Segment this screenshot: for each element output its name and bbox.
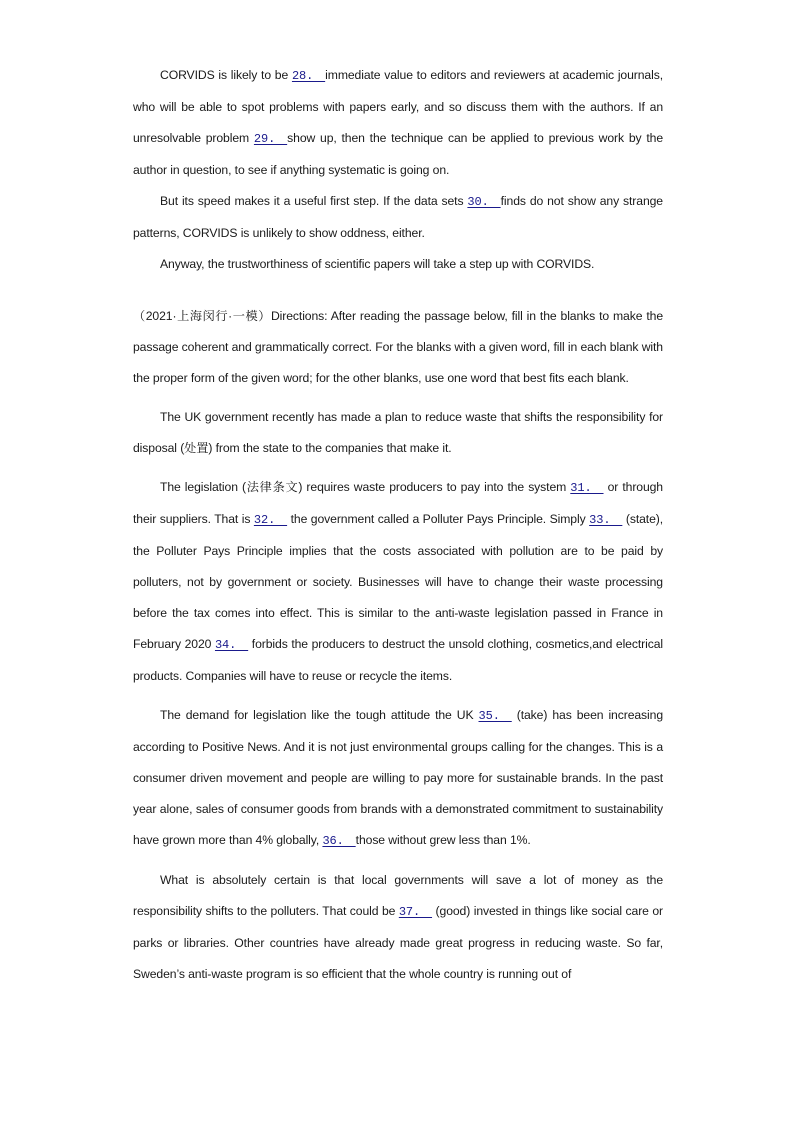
paragraph-text: (take) has been increasing according to Positive News. And it is not just environmental groups calling for the changes. This is a consumer driven movement and people are willing to pay more for sustainable brands. In the past year alone, sales of consumer goods from brands with a demonstrated commitment to sustainability have grown more than 4% globally, <box>133 708 664 847</box>
paragraph-corvids-value <box>133 60 663 186</box>
paragraph-text: the government called a Polluter Pays Principle. Simply <box>287 512 590 526</box>
answer-blank: 29. <box>253 132 288 146</box>
paragraph-corvids-speed <box>133 186 663 249</box>
answer-blank: 36. <box>322 834 356 848</box>
paragraph-text: But its speed makes it a useful first step. If the data sets <box>160 194 468 208</box>
paragraph-text: The UK government recently has made a plan to reduce waste that shifts the responsibility for disposal (处置) from the state to the companies that make it. <box>133 410 663 455</box>
exercise-directions <box>133 301 663 394</box>
answer-blank: 30. <box>467 195 501 209</box>
paragraph-text: （2021·上海闵行·一模）Directions: After reading the passage below, fill in the blanks to make the passage coherent and grammatically correct. For the blanks with a given word, fill in each blank with the proper form of the given word; for the other blanks, use one word that best fits each blank. <box>133 309 663 385</box>
answer-blank: 32. <box>253 513 288 527</box>
paragraph-uk-plan <box>133 402 663 464</box>
paragraph-local-governments <box>133 865 663 990</box>
document-page <box>133 60 663 990</box>
paragraph-text: The legislation (法律条文) requires waste producers to pay into the system <box>160 480 571 494</box>
answer-blank: 28. <box>291 69 326 83</box>
paragraph-text: show up, then the technique can be applied to previous work by the author in question, to see if anything systematic is going on. <box>133 131 664 177</box>
answer-blank: 35. <box>478 709 512 723</box>
answer-blank: 31. <box>570 481 604 495</box>
paragraph-text: Anyway, the trustworthiness of scientific papers will take a step up with CORVIDS. <box>160 257 595 271</box>
paragraph-text: What is absolutely certain is that local governments will save a lot of money as the responsibility shifts to the polluters. That could be <box>133 873 663 918</box>
paragraph-text: CORVIDS is likely to be <box>160 68 292 82</box>
paragraph-text: The demand for legislation like the tough attitude the UK <box>160 708 479 722</box>
paragraph-text: (good) invested in things like social care or parks or libraries. Other countries have already made great progress in reducing waste. So far, Sweden’s anti-waste program is so efficient that the whole country is running out of <box>133 904 663 981</box>
answer-blank: 34. <box>214 638 249 652</box>
answer-blank: 33. <box>589 513 623 527</box>
paragraph-text: (state), the Polluter Pays Principle implies that the costs associated with pollution are to be paid by polluters, not by government or society. Businesses will have to change their waste processing before the tax comes into effect. This is similar to the anti-waste legislation passed in France in February 2020 <box>133 512 664 651</box>
paragraph-text: those without grew less than 1%. <box>355 833 531 847</box>
paragraph-legislation <box>133 472 663 692</box>
paragraph-text: immediate value to editors and reviewers at academic journals, who will be able to spot problems with papers early, and so discuss them with the authors. If an unresolvable problem <box>133 68 663 145</box>
paragraph-text: finds do not show any strange patterns, CORVIDS is unlikely to show oddness, either. <box>133 194 663 240</box>
paragraph-corvids-conclusion <box>133 249 663 280</box>
paragraph-demand <box>133 700 663 857</box>
answer-blank: 37. <box>398 905 433 919</box>
paragraph-text: or through their suppliers. That is <box>133 480 663 526</box>
paragraph-text: forbids the producers to destruct the unsold clothing, cosmetics,and electrical products. Companies will have to reuse or recycle the items. <box>133 637 663 683</box>
